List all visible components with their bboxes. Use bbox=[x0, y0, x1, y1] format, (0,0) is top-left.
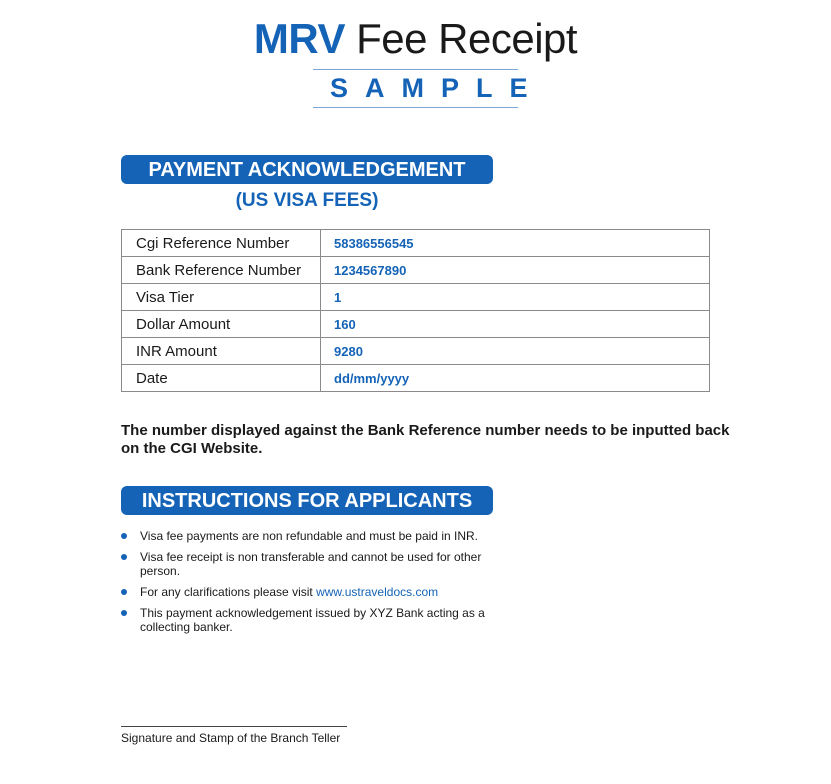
row-value: 1234567890 bbox=[321, 257, 710, 284]
payment-acknowledgement-heading: PAYMENT ACKNOWLEDGEMENT bbox=[121, 155, 493, 184]
table-row bbox=[122, 365, 710, 392]
row-value: 160 bbox=[321, 311, 710, 338]
instruction-text: Visa fee payments are non refundable and must be paid in INR. bbox=[140, 529, 478, 543]
signature-label: Signature and Stamp of the Branch Teller bbox=[121, 731, 341, 745]
instruction-text: This payment acknowledgement issued by XYZ Bank acting as a collecting banker. bbox=[140, 606, 485, 634]
bullet-icon bbox=[121, 589, 127, 595]
us-visa-fees-subheading: (US VISA FEES) bbox=[235, 190, 379, 211]
row-value: 58386556545 bbox=[321, 230, 710, 257]
row-label: Bank Reference Number bbox=[122, 257, 321, 284]
title-strong: MRV bbox=[253, 15, 345, 62]
row-label: Date bbox=[122, 365, 321, 392]
instructions-heading: INSTRUCTIONS FOR APPLICANTS bbox=[121, 486, 493, 515]
row-value: dd/mm/yyyy bbox=[321, 365, 710, 392]
row-label: INR Amount bbox=[122, 338, 321, 365]
list-item bbox=[121, 529, 501, 543]
instruction-text: Visa fee receipt is non transferable and cannot be used for other person. bbox=[140, 550, 482, 578]
table-row bbox=[122, 284, 710, 311]
sample-watermark-label: SAMPLE bbox=[313, 69, 518, 108]
list-item bbox=[121, 585, 501, 599]
title-rest: Fee Receipt bbox=[356, 15, 578, 62]
table-row bbox=[122, 311, 710, 338]
row-value: 9280 bbox=[321, 338, 710, 365]
bank-reference-note: The number displayed against the Bank Reference number needs to be inputted back on the CGI Website. bbox=[121, 422, 730, 457]
table-row bbox=[122, 257, 710, 284]
receipt-title bbox=[0, 14, 831, 64]
row-label: Cgi Reference Number bbox=[122, 230, 321, 257]
row-value: 1 bbox=[321, 284, 710, 311]
bullet-icon bbox=[121, 533, 127, 539]
instruction-text: For any clarifications please visit bbox=[140, 585, 313, 599]
row-label: Visa Tier bbox=[122, 284, 321, 311]
list-item bbox=[121, 606, 501, 634]
list-item bbox=[121, 550, 501, 578]
receipt-details-table bbox=[121, 229, 710, 392]
ustraveldocs-link[interactable]: www.ustraveldocs.com bbox=[316, 585, 439, 599]
signature-line bbox=[121, 726, 347, 727]
row-label: Dollar Amount bbox=[122, 311, 321, 338]
bullet-icon bbox=[121, 554, 127, 560]
bullet-icon bbox=[121, 610, 127, 616]
instructions-list bbox=[121, 529, 501, 641]
table-row bbox=[122, 338, 710, 365]
table-row bbox=[122, 230, 710, 257]
